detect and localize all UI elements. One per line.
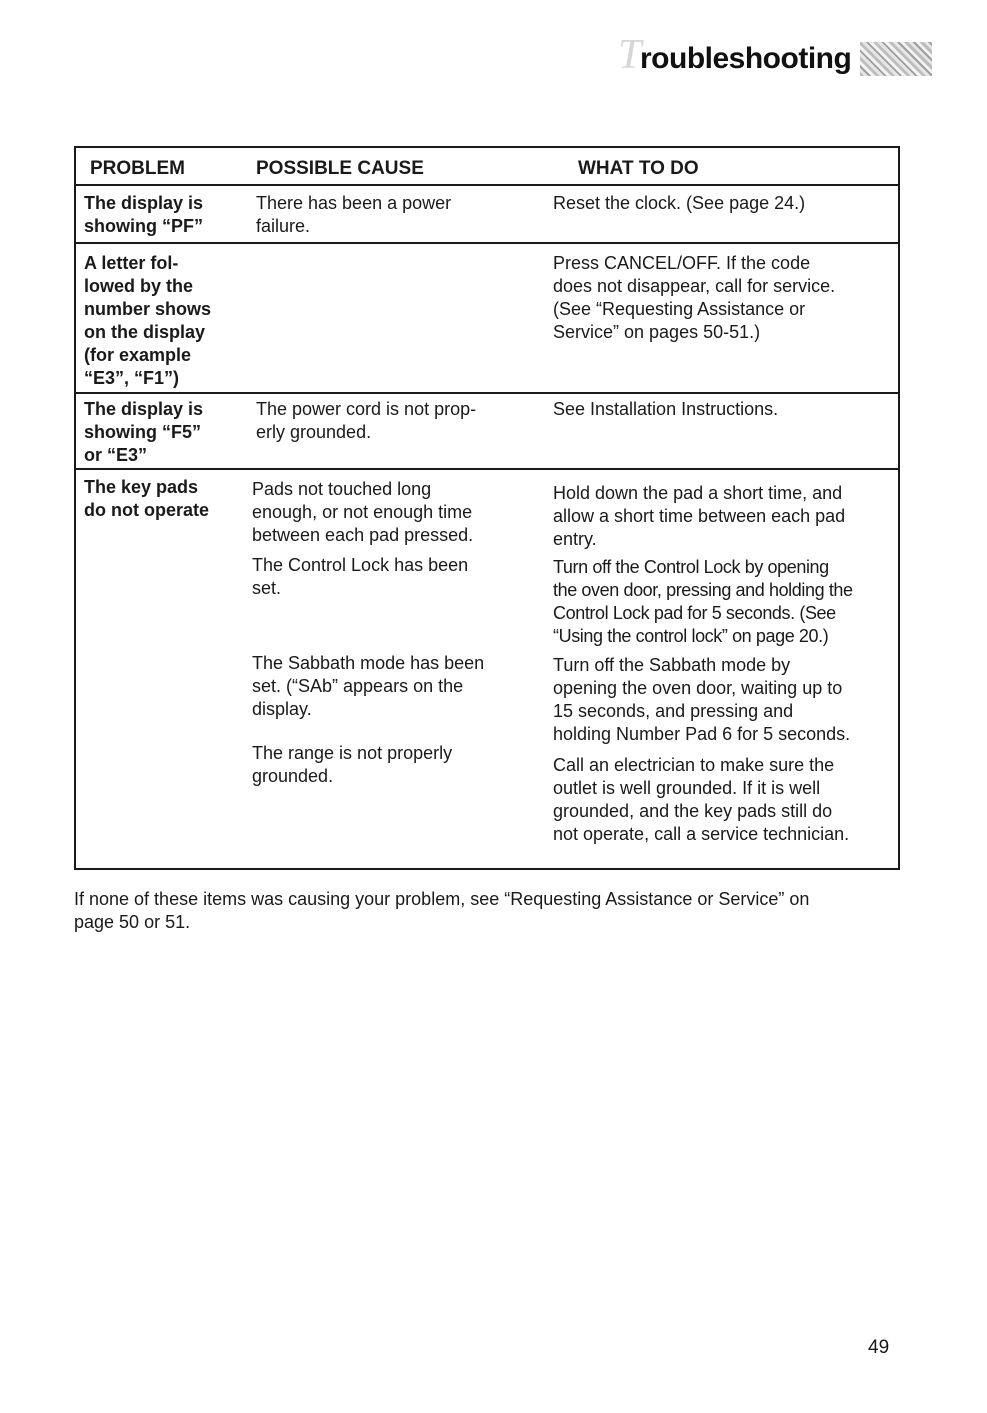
action-line: Hold down the pad a short time, and — [553, 483, 843, 503]
action-cell — [553, 398, 898, 421]
cause-line: The Sabbath mode has been — [252, 653, 485, 673]
action-line: Control Lock pad for 5 seconds. (See — [553, 603, 836, 623]
action-line: opening the oven door, waiting up to — [553, 678, 843, 698]
action-line: “Using the control lock” on page 20.) — [553, 626, 829, 646]
cause-cell — [256, 192, 451, 238]
header-title: roubleshooting — [640, 42, 852, 75]
cause-cell — [252, 478, 473, 547]
action-line: 15 seconds, and pressing and — [553, 701, 794, 721]
cause-line: Pads not touched long — [252, 479, 432, 499]
cause-cell — [252, 554, 468, 600]
problem-line: A letter fol- — [84, 253, 179, 273]
problem-line: on the display — [84, 322, 206, 342]
action-line: Turn off the Sabbath mode by — [553, 655, 791, 675]
action-line: Reset the clock. (See page 24.) — [553, 193, 806, 213]
action-line: outlet is well grounded. If it is well — [553, 778, 821, 798]
troubleshooting-table — [74, 146, 900, 870]
column-header-possible-cause: POSSIBLE CAUSE — [256, 158, 424, 179]
cause-line: The Control Lock has been — [252, 555, 469, 575]
header-initial-letter: T — [618, 32, 642, 78]
action-line: holding Number Pad 6 for 5 seconds. — [553, 724, 851, 744]
action-line: the oven door, pressing and holding the — [553, 580, 853, 600]
table-header-row — [76, 148, 898, 186]
action-line: See Installation Instructions. — [553, 399, 779, 419]
problem-line: number shows — [84, 299, 212, 319]
footer-line: page 50 or 51. — [74, 912, 191, 932]
cause-cell — [256, 398, 476, 444]
problem-line: showing “PF” — [84, 216, 203, 236]
cause-line: failure. — [256, 216, 311, 236]
cause-line: between each pad pressed. — [252, 525, 474, 545]
column-header-problem: PROBLEM — [90, 158, 185, 179]
page-number: 49 — [868, 1337, 890, 1358]
action-line: (See “Requesting Assistance or — [553, 299, 806, 319]
problem-line: or “E3” — [84, 445, 148, 465]
problem-cell — [84, 192, 244, 238]
table-row — [76, 184, 898, 244]
action-line: not operate, call a service technician. — [553, 824, 850, 844]
action-line: Turn off the Control Lock by opening — [553, 557, 829, 577]
problem-line: The key pads — [84, 477, 199, 497]
cause-line: erly grounded. — [256, 422, 372, 442]
problem-cell — [84, 398, 244, 467]
column-header-what-to-do: WHAT TO DO — [578, 158, 699, 179]
problem-cell — [84, 252, 244, 390]
cause-line: The power cord is not prop- — [256, 399, 477, 419]
problem-line: The display is — [84, 193, 204, 213]
cause-cell — [252, 742, 452, 788]
problem-line: lowed by the — [84, 276, 194, 296]
table-row — [76, 394, 898, 470]
cause-line: There has been a power — [256, 193, 452, 213]
action-cell — [553, 192, 898, 215]
cause-line: display. — [252, 699, 312, 719]
problem-line: (for example — [84, 345, 192, 365]
problem-line: showing “F5” — [84, 422, 201, 442]
action-line: does not disappear, call for service. — [553, 276, 836, 296]
action-line: allow a short time between each pad — [553, 506, 846, 526]
action-line: grounded, and the key pads still do — [553, 801, 833, 821]
cause-line: enough, or not enough time — [252, 502, 473, 522]
cause-line: grounded. — [252, 766, 334, 786]
action-cell — [553, 654, 898, 746]
action-line: Press CANCEL/OFF. If the code — [553, 253, 811, 273]
action-cell — [553, 556, 898, 648]
action-cell — [553, 252, 898, 344]
action-line: entry. — [553, 529, 597, 549]
cause-line: set. — [252, 578, 282, 598]
action-line: Call an electrician to make sure the — [553, 755, 835, 775]
cause-line: The range is not properly — [252, 743, 453, 763]
problem-line: do not operate — [84, 500, 209, 520]
problem-cell — [84, 476, 244, 522]
cause-cell — [252, 652, 484, 721]
action-cell — [553, 754, 898, 846]
problem-line: The display is — [84, 399, 204, 419]
table-row — [76, 244, 898, 394]
table-row — [76, 470, 898, 870]
action-cell — [553, 482, 898, 551]
footer-note — [74, 888, 904, 934]
cause-line: set. (“SAb” appears on the — [252, 676, 464, 696]
action-line: Service” on pages 50-51.) — [553, 322, 761, 342]
header-decoration — [860, 42, 932, 76]
problem-line: “E3”, “F1”) — [84, 368, 180, 388]
footer-line: If none of these items was causing your problem, see “Requesting Assistance or Service” on — [74, 889, 810, 909]
page-header — [600, 32, 940, 88]
